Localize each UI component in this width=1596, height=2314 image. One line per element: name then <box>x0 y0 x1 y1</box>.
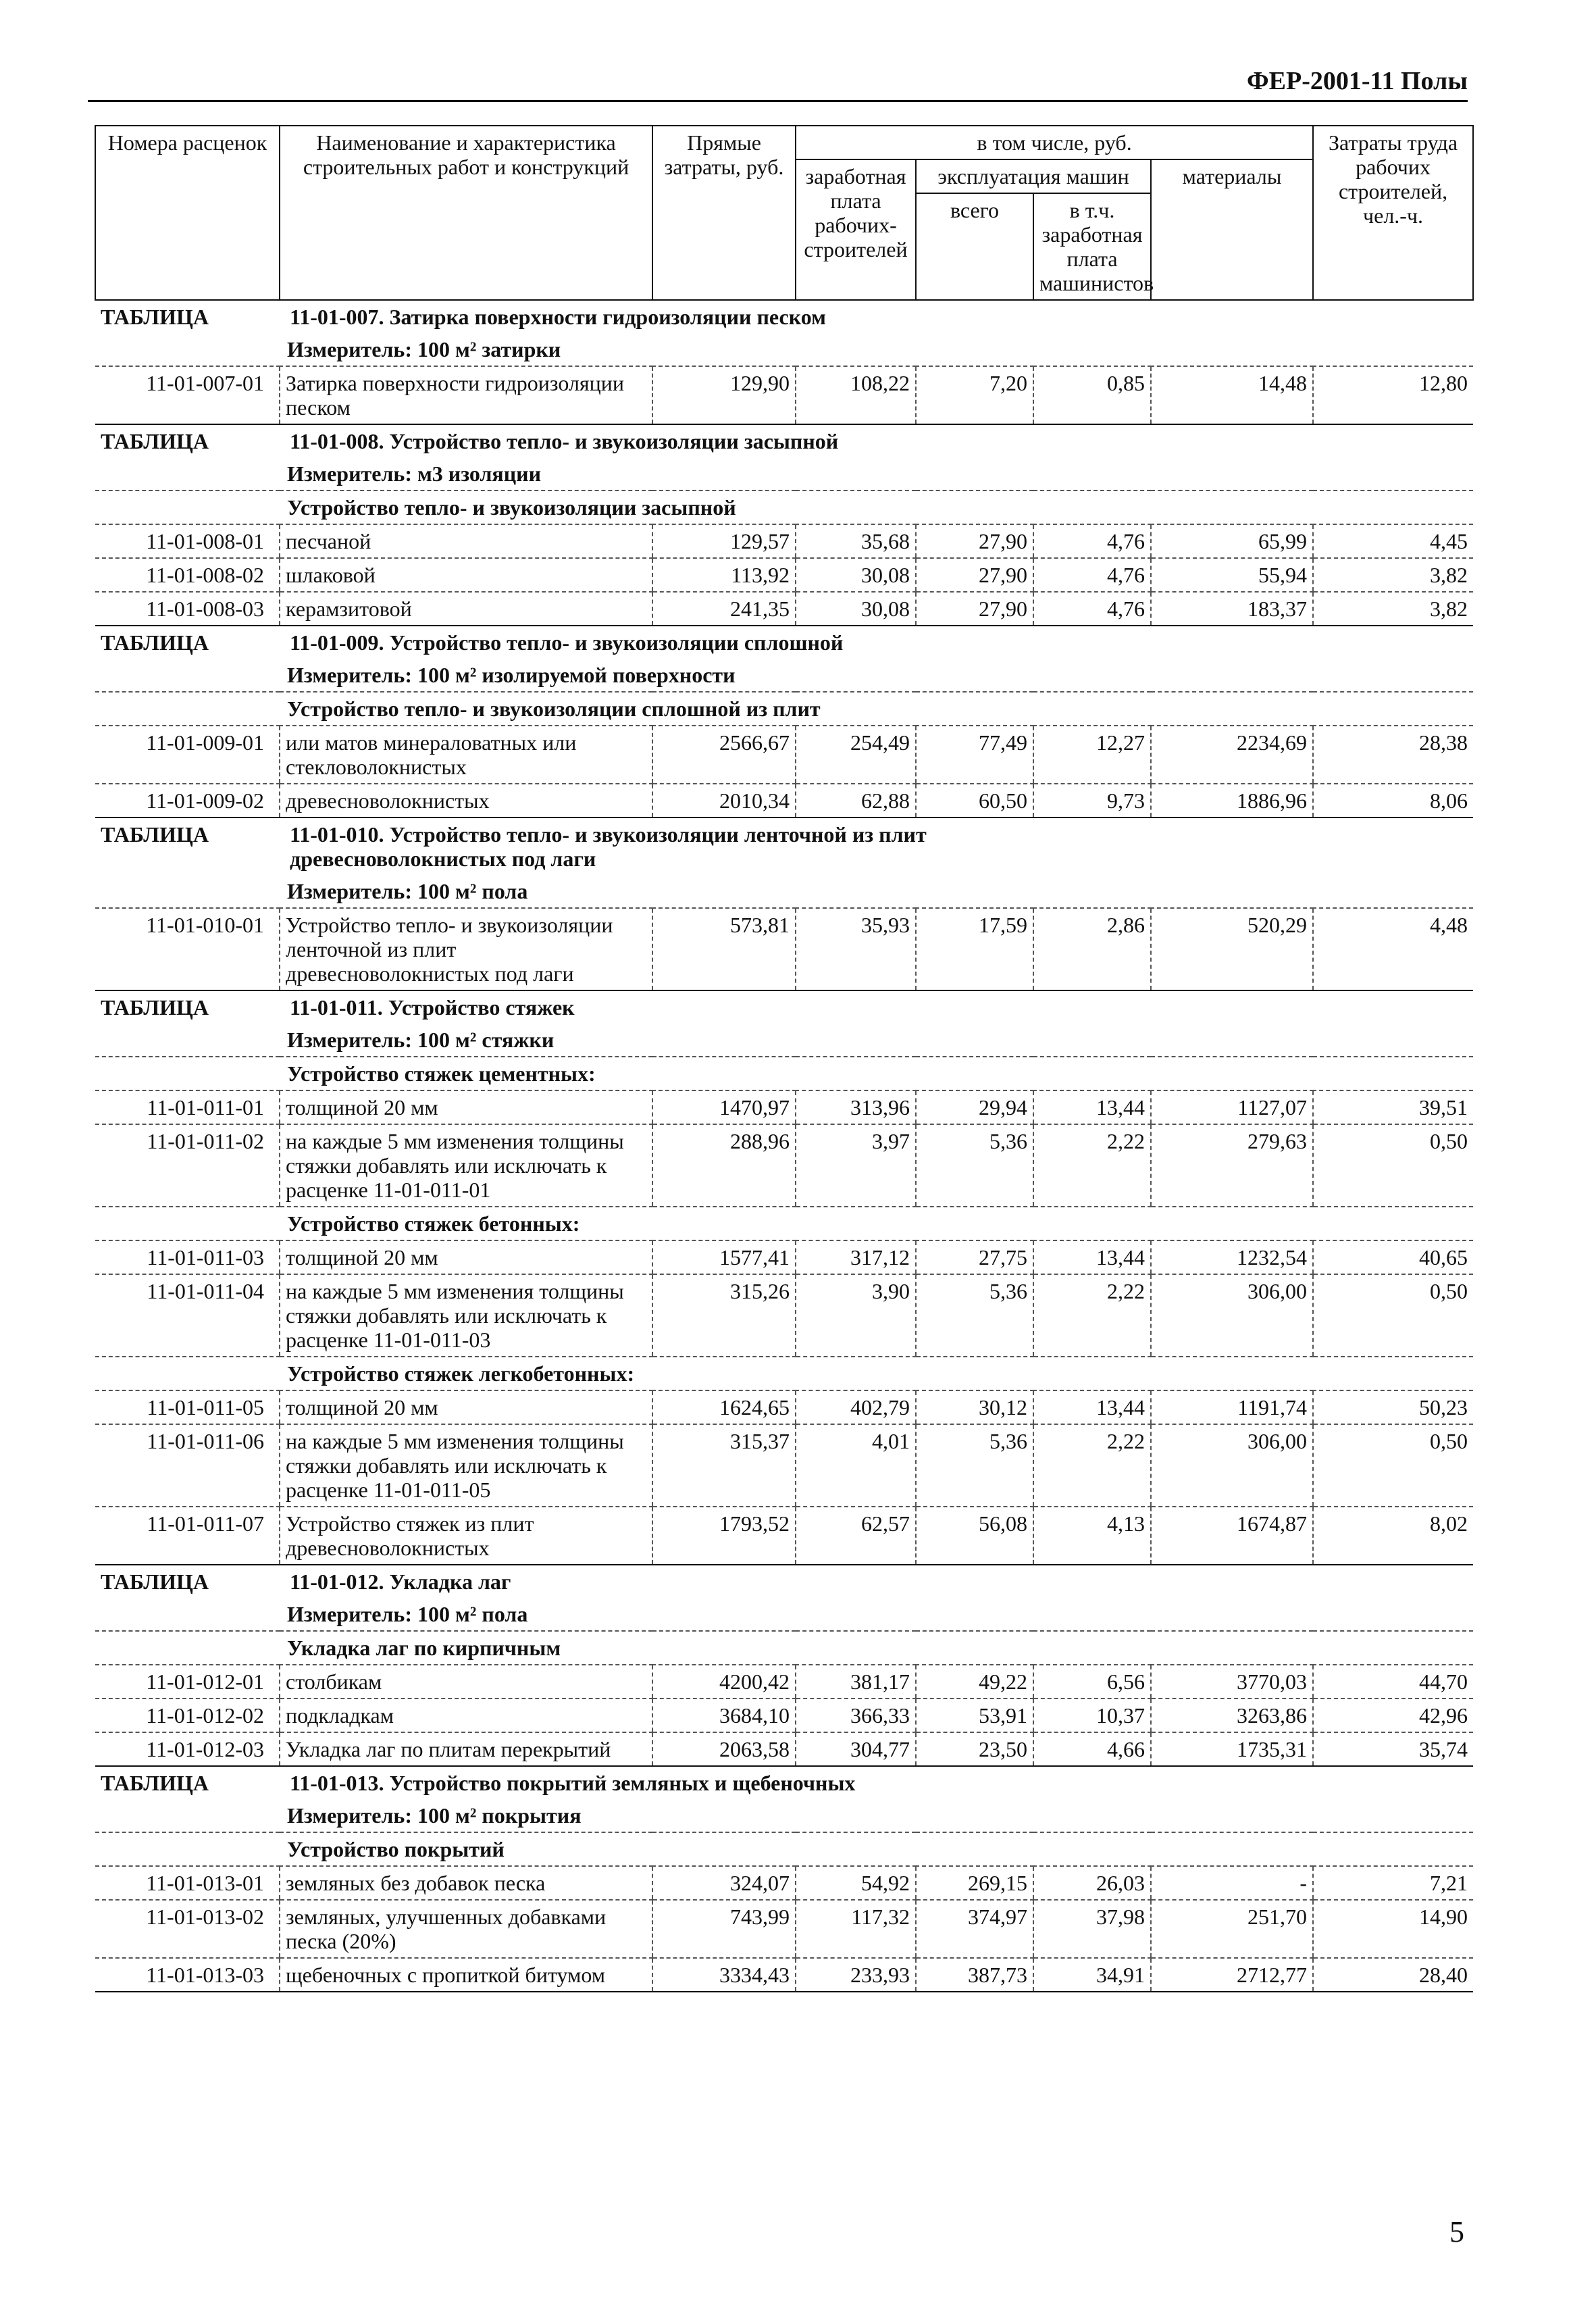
subheading-cell <box>95 692 1473 726</box>
machine-cost: 60,50 <box>916 784 1033 818</box>
section-title-text: 11-01-010. Устройство тепло- и звукоизоляции ленточной из плит <box>290 822 927 847</box>
labor-hours: 7,21 <box>1313 1866 1473 1900</box>
materials-cost: 279,63 <box>1151 1124 1313 1207</box>
section-title-text: 11-01-012. Укладка лаг <box>290 1569 511 1594</box>
rate-code: 11-01-008-01 <box>95 524 280 558</box>
col-header-wages: заработная плата рабочих-строителей <box>796 159 916 300</box>
section-title-row <box>95 626 1473 659</box>
labor-hours: 4,48 <box>1313 908 1473 990</box>
measure-text: Измеритель: 100 м² покрытия <box>287 1803 582 1828</box>
direct-cost: 2566,67 <box>652 726 796 784</box>
table-row <box>95 1900 1473 1958</box>
measure-row <box>95 1799 1473 1832</box>
subheading-text: Устройство стяжек легкобетонных: <box>287 1361 635 1386</box>
worker-wages: 313,96 <box>796 1090 916 1124</box>
rate-code: 11-01-011-05 <box>95 1390 280 1424</box>
section-title-text: 11-01-013. Устройство покрытий земляных и щебеночных <box>290 1771 856 1795</box>
labor-hours: 28,40 <box>1313 1958 1473 1992</box>
labor-hours: 14,90 <box>1313 1900 1473 1958</box>
direct-cost: 241,35 <box>652 592 796 626</box>
rate-code: 11-01-011-06 <box>95 1424 280 1507</box>
section-title <box>95 626 1473 659</box>
materials-cost: 1674,87 <box>1151 1507 1313 1565</box>
subheading-row <box>95 1357 1473 1390</box>
materials-cost: 1232,54 <box>1151 1240 1313 1274</box>
labor-hours: 28,38 <box>1313 726 1473 784</box>
measure-text: Измеритель: 100 м² затирки <box>287 337 561 361</box>
labor-hours: 42,96 <box>1313 1699 1473 1732</box>
work-name: на каждые 5 мм изменения толщины стяжки добавлять или исключать к расценке 11-01-011-03 <box>280 1274 652 1357</box>
machine-cost: 269,15 <box>916 1866 1033 1900</box>
machine-cost: 77,49 <box>916 726 1033 784</box>
subheading-cell <box>95 1207 1473 1240</box>
subheading-text: Устройство стяжек бетонных: <box>287 1211 580 1236</box>
work-name: на каждые 5 мм изменения толщины стяжки добавлять или исключать к расценке 11-01-011-05 <box>280 1424 652 1507</box>
rate-code: 11-01-011-02 <box>95 1124 280 1207</box>
machinist-wages: 4,76 <box>1033 524 1151 558</box>
materials-cost: 306,00 <box>1151 1274 1313 1357</box>
subheading-row <box>95 1057 1473 1090</box>
materials-cost: 183,37 <box>1151 592 1313 626</box>
rate-code: 11-01-011-01 <box>95 1090 280 1124</box>
work-name: щебеночных с пропиткой битумом <box>280 1958 652 1992</box>
work-name: Затирка поверхности гидроизоляции песком <box>280 366 652 424</box>
table-row <box>95 908 1473 990</box>
rates-table-body <box>95 300 1473 1992</box>
machinist-wages: 2,22 <box>1033 1124 1151 1207</box>
labor-hours: 0,50 <box>1313 1274 1473 1357</box>
materials-cost: 520,29 <box>1151 908 1313 990</box>
page-number: 5 <box>1449 2215 1464 2248</box>
subheading-row <box>95 491 1473 524</box>
section-title-text: 11-01-009. Устройство тепло- и звукоизоляции сплошной <box>290 630 844 655</box>
subheading-cell <box>95 491 1473 524</box>
work-name: шлаковой <box>280 558 652 592</box>
table-row <box>95 726 1473 784</box>
direct-cost: 2010,34 <box>652 784 796 818</box>
machine-cost: 30,12 <box>916 1390 1033 1424</box>
subheading-text: Укладка лаг по кирпичным <box>287 1636 561 1660</box>
section-title <box>95 424 1473 457</box>
section-title-text: 11-01-007. Затирка поверхности гидроизоляции песком <box>290 305 826 329</box>
col-header-incl: в том числе, руб. <box>796 126 1313 159</box>
worker-wages: 381,17 <box>796 1665 916 1699</box>
machine-cost: 27,75 <box>916 1240 1033 1274</box>
machinist-wages: 13,44 <box>1033 1390 1151 1424</box>
machinist-wages: 13,44 <box>1033 1240 1151 1274</box>
measure-row <box>95 1598 1473 1631</box>
table-row <box>95 1665 1473 1699</box>
measure-row <box>95 457 1473 491</box>
table-row <box>95 558 1473 592</box>
worker-wages: 233,93 <box>796 1958 916 1992</box>
section-label: ТАБЛИЦА <box>101 1569 209 1594</box>
rate-code: 11-01-008-02 <box>95 558 280 592</box>
measure-cell <box>95 1799 1473 1832</box>
header-rule <box>88 100 1468 102</box>
section-title-text: 11-01-011. Устройство стяжек <box>290 995 575 1020</box>
measure-text: Измеритель: 100 м² пола <box>287 1602 528 1626</box>
section-title-text: 11-01-008. Устройство тепло- и звукоизоляции засыпной <box>290 429 839 453</box>
work-name: древесноволокнистых <box>280 784 652 818</box>
materials-cost: 2712,77 <box>1151 1958 1313 1992</box>
table-row <box>95 1240 1473 1274</box>
section-label: ТАБЛИЦА <box>101 429 209 453</box>
subheading-cell <box>95 1357 1473 1390</box>
direct-cost: 113,92 <box>652 558 796 592</box>
labor-hours: 44,70 <box>1313 1665 1473 1699</box>
section-title-row <box>95 424 1473 457</box>
direct-cost: 2063,58 <box>652 1732 796 1766</box>
worker-wages: 4,01 <box>796 1424 916 1507</box>
measure-cell <box>95 1598 1473 1631</box>
work-name: на каждые 5 мм изменения толщины стяжки добавлять или исключать к расценке 11-01-011-01 <box>280 1124 652 1207</box>
section-label: ТАБЛИЦА <box>101 305 209 329</box>
work-name: песчаной <box>280 524 652 558</box>
worker-wages: 35,68 <box>796 524 916 558</box>
col-header-name: Наименование и характеристика строительных работ и конструкций <box>280 126 652 300</box>
worker-wages: 304,77 <box>796 1732 916 1766</box>
worker-wages: 35,93 <box>796 908 916 990</box>
rate-code: 11-01-013-02 <box>95 1900 280 1958</box>
labor-hours: 8,06 <box>1313 784 1473 818</box>
machine-cost: 53,91 <box>916 1699 1033 1732</box>
machine-cost: 27,90 <box>916 558 1033 592</box>
table-row <box>95 1424 1473 1507</box>
rate-code: 11-01-008-03 <box>95 592 280 626</box>
section-title <box>95 300 1473 333</box>
subheading-row <box>95 692 1473 726</box>
machine-cost: 23,50 <box>916 1732 1033 1766</box>
table-row <box>95 1090 1473 1124</box>
direct-cost: 573,81 <box>652 908 796 990</box>
subheading-row <box>95 1631 1473 1665</box>
table-row <box>95 784 1473 818</box>
machinist-wages: 4,13 <box>1033 1507 1151 1565</box>
rate-code: 11-01-013-01 <box>95 1866 280 1900</box>
materials-cost: 3263,86 <box>1151 1699 1313 1732</box>
col-header-materials: материалы <box>1151 159 1313 300</box>
labor-hours: 40,65 <box>1313 1240 1473 1274</box>
worker-wages: 117,32 <box>796 1900 916 1958</box>
machinist-wages: 13,44 <box>1033 1090 1151 1124</box>
measure-text: Измеритель: 100 м² пола <box>287 879 528 903</box>
rate-code: 11-01-010-01 <box>95 908 280 990</box>
col-header-direct: Прямые затраты, руб. <box>652 126 796 300</box>
measure-row <box>95 333 1473 366</box>
machine-cost: 17,59 <box>916 908 1033 990</box>
section-title <box>95 1565 1473 1598</box>
subheading-row <box>95 1207 1473 1240</box>
table-row <box>95 592 1473 626</box>
table-row <box>95 1699 1473 1732</box>
materials-cost: 1191,74 <box>1151 1390 1313 1424</box>
materials-cost: 1886,96 <box>1151 784 1313 818</box>
worker-wages: 30,08 <box>796 558 916 592</box>
rate-code: 11-01-009-01 <box>95 726 280 784</box>
machinist-wages: 2,86 <box>1033 908 1151 990</box>
worker-wages: 317,12 <box>796 1240 916 1274</box>
subheading-cell <box>95 1057 1473 1090</box>
worker-wages: 54,92 <box>796 1866 916 1900</box>
labor-hours: 3,82 <box>1313 592 1473 626</box>
labor-hours: 4,45 <box>1313 524 1473 558</box>
machinist-wages: 6,56 <box>1033 1665 1151 1699</box>
machinist-wages: 12,27 <box>1033 726 1151 784</box>
table-row <box>95 1390 1473 1424</box>
section-title-text: древесноволокнистых под лаги <box>290 847 596 871</box>
worker-wages: 254,49 <box>796 726 916 784</box>
materials-cost: 251,70 <box>1151 1900 1313 1958</box>
measure-row <box>95 659 1473 692</box>
machine-cost: 5,36 <box>916 1274 1033 1357</box>
direct-cost: 315,37 <box>652 1424 796 1507</box>
section-label: ТАБЛИЦА <box>101 1771 209 1795</box>
table-row <box>95 1958 1473 1992</box>
direct-cost: 1470,97 <box>652 1090 796 1124</box>
materials-cost: 1735,31 <box>1151 1732 1313 1766</box>
measure-text: Измеритель: 100 м² изолируемой поверхности <box>287 663 736 687</box>
table-row <box>95 1732 1473 1766</box>
labor-hours: 0,50 <box>1313 1424 1473 1507</box>
work-name: толщиной 20 мм <box>280 1390 652 1424</box>
measure-cell <box>95 659 1473 692</box>
labor-hours: 35,74 <box>1313 1732 1473 1766</box>
machine-cost: 56,08 <box>916 1507 1033 1565</box>
rate-code: 11-01-012-01 <box>95 1665 280 1699</box>
rates-table <box>95 125 1474 1992</box>
labor-hours: 0,50 <box>1313 1124 1473 1207</box>
machinist-wages: 4,76 <box>1033 592 1151 626</box>
direct-cost: 288,96 <box>652 1124 796 1207</box>
labor-hours: 12,80 <box>1313 366 1473 424</box>
labor-hours: 39,51 <box>1313 1090 1473 1124</box>
table-row <box>95 1274 1473 1357</box>
worker-wages: 62,88 <box>796 784 916 818</box>
machine-cost: 387,73 <box>916 1958 1033 1992</box>
col-header-labor: Затраты труда рабочих строителей, чел.-ч. <box>1313 126 1473 300</box>
work-name: толщиной 20 мм <box>280 1090 652 1124</box>
direct-cost: 1624,65 <box>652 1390 796 1424</box>
rate-code: 11-01-009-02 <box>95 784 280 818</box>
direct-cost: 1577,41 <box>652 1240 796 1274</box>
materials-cost: 1127,07 <box>1151 1090 1313 1124</box>
col-header-mach-total: всего <box>916 193 1033 300</box>
rate-code: 11-01-012-03 <box>95 1732 280 1766</box>
subheading-text: Устройство стяжек цементных: <box>287 1061 596 1086</box>
worker-wages: 30,08 <box>796 592 916 626</box>
machinist-wages: 9,73 <box>1033 784 1151 818</box>
section-label: ТАБЛИЦА <box>101 995 209 1020</box>
direct-cost: 315,26 <box>652 1274 796 1357</box>
work-name: столбикам <box>280 1665 652 1699</box>
direct-cost: 129,90 <box>652 366 796 424</box>
rate-code: 11-01-012-02 <box>95 1699 280 1732</box>
measure-cell <box>95 333 1473 366</box>
materials-cost: 14,48 <box>1151 366 1313 424</box>
table-row <box>95 1124 1473 1207</box>
machinist-wages: 4,76 <box>1033 558 1151 592</box>
machine-cost: 27,90 <box>916 524 1033 558</box>
section-title-row <box>95 990 1473 1024</box>
worker-wages: 108,22 <box>796 366 916 424</box>
table-row <box>95 366 1473 424</box>
section-title-row <box>95 818 1473 875</box>
materials-cost: - <box>1151 1866 1313 1900</box>
subheading-cell <box>95 1631 1473 1665</box>
direct-cost: 129,57 <box>652 524 796 558</box>
machinist-wages: 10,37 <box>1033 1699 1151 1732</box>
table-row <box>95 1507 1473 1565</box>
work-name: Устройство тепло- и звукоизоляции ленточной из плит древесноволокнистых под лаги <box>280 908 652 990</box>
direct-cost: 4200,42 <box>652 1665 796 1699</box>
machinist-wages: 26,03 <box>1033 1866 1151 1900</box>
work-name: Устройство стяжек из плит древесноволокнистых <box>280 1507 652 1565</box>
machine-cost: 7,20 <box>916 366 1033 424</box>
subheading-cell <box>95 1832 1473 1866</box>
work-name: керамзитовой <box>280 592 652 626</box>
work-name: земляных, улучшенных добавками песка (20%) <box>280 1900 652 1958</box>
rates-table-container <box>95 125 1472 1992</box>
machine-cost: 374,97 <box>916 1900 1033 1958</box>
direct-cost: 743,99 <box>652 1900 796 1958</box>
work-name: Укладка лаг по плитам перекрытий <box>280 1732 652 1766</box>
rate-code: 11-01-013-03 <box>95 1958 280 1992</box>
subheading-text: Устройство тепло- и звукоизоляции сплошной из плит <box>287 697 821 721</box>
rate-code: 11-01-011-03 <box>95 1240 280 1274</box>
measure-row <box>95 1024 1473 1057</box>
labor-hours: 3,82 <box>1313 558 1473 592</box>
work-name: земляных без добавок песка <box>280 1866 652 1900</box>
section-title-row <box>95 1766 1473 1799</box>
direct-cost: 3334,43 <box>652 1958 796 1992</box>
worker-wages: 402,79 <box>796 1390 916 1424</box>
machinist-wages: 34,91 <box>1033 1958 1151 1992</box>
col-header-machines: эксплуатация машин <box>916 159 1151 193</box>
machinist-wages: 0,85 <box>1033 366 1151 424</box>
materials-cost: 306,00 <box>1151 1424 1313 1507</box>
measure-cell <box>95 875 1473 908</box>
direct-cost: 324,07 <box>652 1866 796 1900</box>
worker-wages: 3,90 <box>796 1274 916 1357</box>
document-header-title: ФЕР-2001-11 Полы <box>1247 67 1468 95</box>
section-label: ТАБЛИЦА <box>101 822 209 847</box>
measure-cell <box>95 457 1473 491</box>
measure-cell <box>95 1024 1473 1057</box>
machinist-wages: 4,66 <box>1033 1732 1151 1766</box>
rate-code: 11-01-011-07 <box>95 1507 280 1565</box>
worker-wages: 366,33 <box>796 1699 916 1732</box>
machine-cost: 5,36 <box>916 1124 1033 1207</box>
work-name: толщиной 20 мм <box>280 1240 652 1274</box>
materials-cost: 3770,03 <box>1151 1665 1313 1699</box>
work-name: подкладкам <box>280 1699 652 1732</box>
machine-cost: 27,90 <box>916 592 1033 626</box>
section-title <box>95 1766 1473 1799</box>
subheading-row <box>95 1832 1473 1866</box>
table-row <box>95 524 1473 558</box>
section-title-row <box>95 1565 1473 1598</box>
section-title <box>95 990 1473 1024</box>
machine-cost: 5,36 <box>916 1424 1033 1507</box>
materials-cost: 65,99 <box>1151 524 1313 558</box>
section-label: ТАБЛИЦА <box>101 630 209 655</box>
rate-code: 11-01-007-01 <box>95 366 280 424</box>
labor-hours: 50,23 <box>1313 1390 1473 1424</box>
col-header-code: Номера расценок <box>95 126 280 300</box>
section-title <box>95 818 1473 875</box>
table-row <box>95 1866 1473 1900</box>
machine-cost: 49,22 <box>916 1665 1033 1699</box>
machinist-wages: 2,22 <box>1033 1274 1151 1357</box>
direct-cost: 1793,52 <box>652 1507 796 1565</box>
work-name: или матов минераловатных или стекловолокнистых <box>280 726 652 784</box>
measure-row <box>95 875 1473 908</box>
section-title-row <box>95 300 1473 333</box>
subheading-text: Устройство тепло- и звукоизоляции засыпной <box>287 495 736 520</box>
rate-code: 11-01-011-04 <box>95 1274 280 1357</box>
measure-text: Измеритель: 100 м² стяжки <box>287 1028 555 1052</box>
machinist-wages: 2,22 <box>1033 1424 1151 1507</box>
materials-cost: 55,94 <box>1151 558 1313 592</box>
measure-text: Измеритель: м3 изоляции <box>287 461 542 486</box>
machine-cost: 29,94 <box>916 1090 1033 1124</box>
machinist-wages: 37,98 <box>1033 1900 1151 1958</box>
col-header-mach-wages: в т.ч. заработная плата машинистов <box>1033 193 1151 300</box>
subheading-text: Устройство покрытий <box>287 1837 505 1861</box>
direct-cost: 3684,10 <box>652 1699 796 1732</box>
labor-hours: 8,02 <box>1313 1507 1473 1565</box>
worker-wages: 3,97 <box>796 1124 916 1207</box>
materials-cost: 2234,69 <box>1151 726 1313 784</box>
worker-wages: 62,57 <box>796 1507 916 1565</box>
